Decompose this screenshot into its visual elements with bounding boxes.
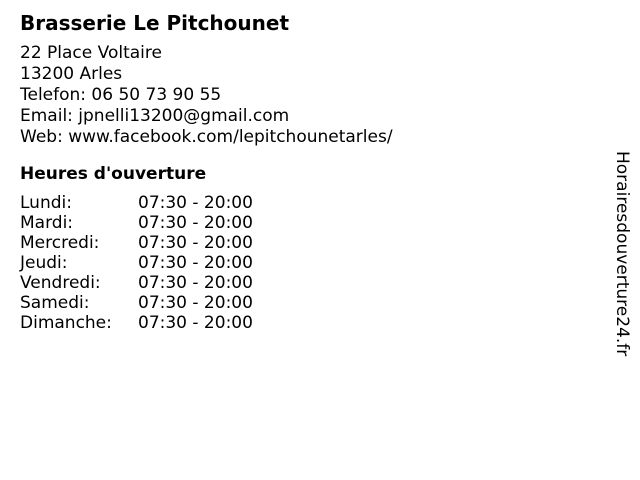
phone-line: Telefon: 06 50 73 90 55 <box>20 85 222 105</box>
address-line-2: 13200 Arles <box>20 64 123 84</box>
time-range: 07:30 - 20:00 <box>138 193 253 213</box>
hours-heading: Heures d'ouverture <box>20 164 207 184</box>
hours-row-friday <box>20 273 253 293</box>
hours-row-saturday <box>20 293 253 313</box>
time-range: 07:30 - 20:00 <box>138 273 253 293</box>
hours-row-sunday <box>20 313 253 333</box>
hours-row-thursday <box>20 253 253 273</box>
site-watermark <box>612 136 632 372</box>
hours-row-tuesday <box>20 213 253 233</box>
day-label: Jeudi: <box>20 253 68 273</box>
day-label: Dimanche: <box>20 313 112 333</box>
time-range: 07:30 - 20:00 <box>138 313 253 333</box>
day-label: Samedi: <box>20 293 90 313</box>
day-label: Mardi: <box>20 213 74 233</box>
time-range: 07:30 - 20:00 <box>138 213 253 233</box>
time-range: 07:30 - 20:00 <box>138 253 253 273</box>
day-label: Vendredi: <box>20 273 101 293</box>
web-line: Web: www.facebook.com/lepitchounetarles/ <box>20 127 393 147</box>
hours-table <box>20 193 253 333</box>
time-range: 07:30 - 20:00 <box>138 233 253 253</box>
address-line-1: 22 Place Voltaire <box>20 43 162 63</box>
business-name: Brasserie Le Pitchounet <box>20 11 290 35</box>
hours-row-monday <box>20 193 253 213</box>
day-label: Lundi: <box>20 193 72 213</box>
day-label: Mercredi: <box>20 233 100 253</box>
hours-row-wednesday <box>20 233 253 253</box>
watermark-text: Horairesdouverture24.fr <box>612 151 632 357</box>
email-line: Email: jpnelli13200@gmail.com <box>20 106 290 126</box>
contact-block <box>20 43 393 148</box>
time-range: 07:30 - 20:00 <box>138 293 253 313</box>
